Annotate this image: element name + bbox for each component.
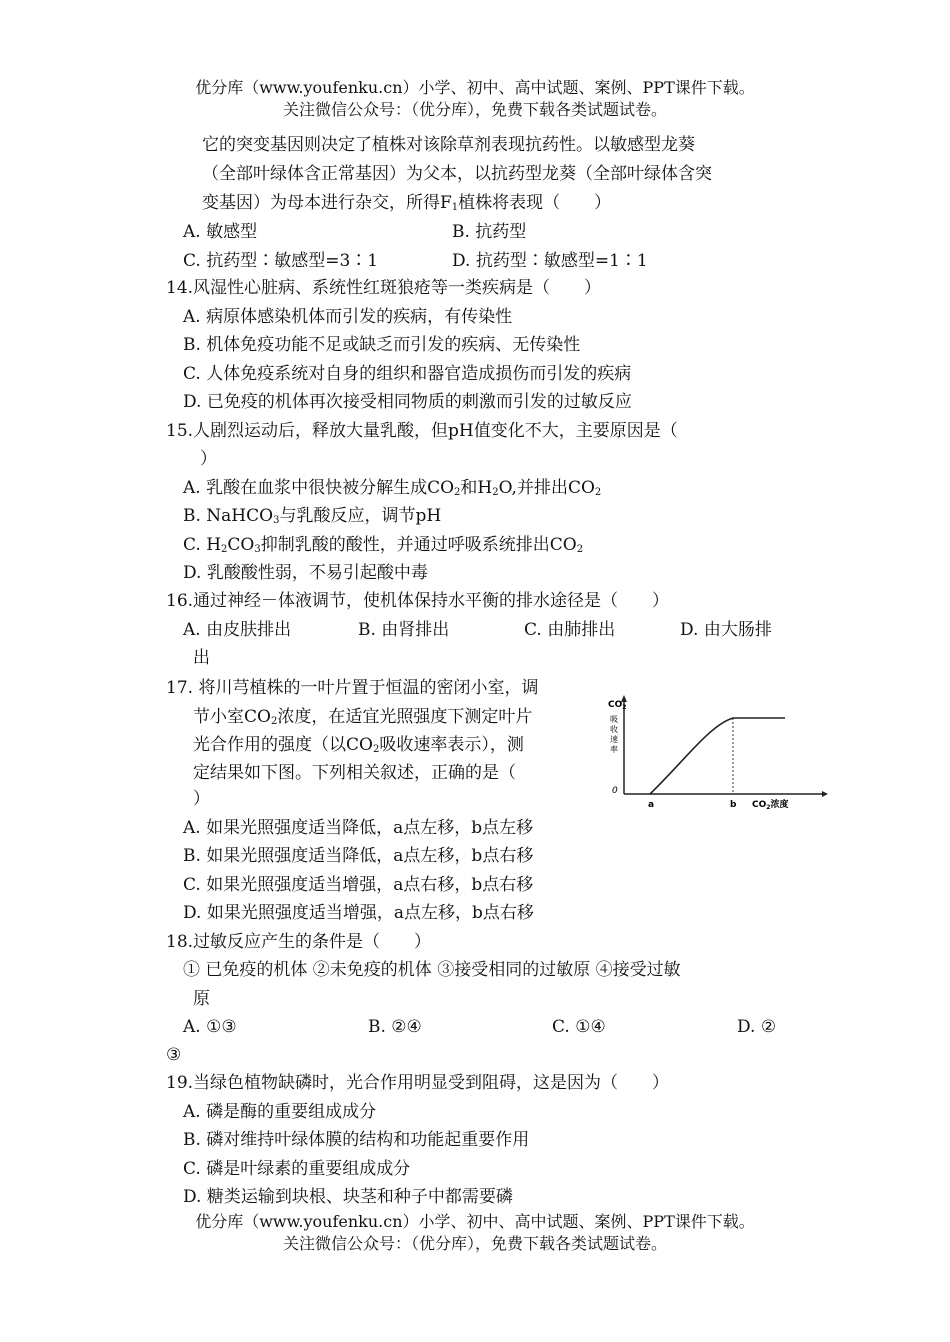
q15-option-b: B. NaHCO$_3$与乳酸反应，调节pH: [183, 506, 442, 526]
q16-option-d-wrap: 出: [193, 648, 210, 668]
q17-stem-line-1: 17. 将川芎植株的一叶片置于恒温的密闭小室，调: [166, 678, 539, 698]
q13-option-c: C. 抗药型∶敏感型=3∶1: [183, 251, 379, 271]
q13-stem-line-2: （全部叶绿体含正常基因）为父本，以抗药型龙葵（全部叶绿体含突: [202, 164, 712, 184]
q19-option-b: B. 磷对维持叶绿体膜的结构和功能起重要作用: [183, 1130, 530, 1150]
header-line-2: 关注微信公众号：（优分库），免费下载各类试题试卷。: [282, 100, 667, 119]
origin-label: 0: [612, 786, 618, 796]
q14-stem: 14.风湿性心脏病、系统性红斑狼疮等一类疾病是（ ）: [166, 278, 602, 298]
q16-option-b: B. 由肾排出: [358, 620, 450, 640]
q16-option-c: C. 由肺排出: [524, 620, 616, 640]
q17-stem-line-3: 光合作用的强度（以$CO_2$吸收速率表示），测: [193, 735, 524, 755]
q15-option-d: D. 乳酸酸性弱，不易引起酸中毒: [183, 563, 428, 583]
q17-stem-line-5: ）: [193, 789, 210, 809]
q17-option-a: A. 如果光照强度适当降低，a点左移，b点左移: [183, 818, 534, 838]
q16-option-d: D. 由大肠排: [680, 620, 772, 640]
q14-option-b: B. 机体免疫功能不足或缺乏而引发的疾病、无传染性: [183, 335, 581, 355]
q18-stem: 18.过敏反应产生的条件是（ ）: [166, 932, 432, 952]
q15-stem-line-1: 15.人剧烈运动后，释放大量乳酸，但pH值变化不大，主要原因是（: [166, 421, 678, 441]
footer-line-1: 优分库（www.youfenku.cn）小学、初中、高中试题、案例、PPT课件下载。: [195, 1212, 755, 1231]
x-axis-label: $CO_2$浓度: [752, 800, 789, 811]
q13-option-d: D. 抗药型∶敏感型=1∶1: [452, 251, 648, 271]
q18-items: ① 已免疫的机体 ②未免疫的机体 ③接受相同的过敏原 ④接受过敏: [183, 960, 681, 980]
q19-option-c: C. 磷是叶绿素的重要组成成分: [183, 1159, 411, 1179]
y-axis-label-char-2: 收: [610, 725, 618, 734]
q18-option-c: C. ①④: [552, 1017, 606, 1037]
q17-option-b: B. 如果光照强度适当降低，a点左移，b点右移: [183, 846, 534, 866]
x-axis-arrow: [822, 791, 828, 797]
point-b-label: b: [730, 800, 737, 810]
header-line-1: 优分库（www.youfenku.cn）小学、初中、高中试题、案例、PPT课件下载。: [195, 78, 755, 97]
q13-stem-line-1: 它的突变基因则决定了植株对该除草剂表现抗药性。以敏感型龙葵: [202, 135, 695, 155]
q13-option-a: A. 敏感型: [183, 222, 258, 242]
footer-line-2: 关注微信公众号：（优分库），免费下载各类试题试卷。: [282, 1234, 667, 1253]
q14-option-c: C. 人体免疫系统对自身的组织和器官造成损伤而引发的疾病: [183, 364, 632, 384]
point-a-label: a: [648, 800, 655, 810]
q16-stem: 16.通过神经－体液调节，使机体保持水平衡的排水途径是（ ）: [166, 591, 670, 611]
q18-option-b: B. ②④: [368, 1017, 422, 1037]
q13-option-b: B. 抗药型: [452, 222, 527, 242]
q18-option-d: D. ②: [737, 1017, 777, 1037]
y-axis-label-char-3: 速: [610, 735, 618, 744]
q14-option-d: D. 已免疫的机体再次接受相同物质的刺激而引发的过敏反应: [183, 392, 632, 412]
q17-stem-line-2: 节小室$CO_2$浓度，在适宜光照强度下测定叶片: [193, 707, 533, 727]
q13-stem-line-3: 变基因）为母本进行杂交，所得$F_1$植株将表现（ ）: [202, 193, 612, 213]
q18-option-d-wrap: ③: [166, 1045, 182, 1065]
q15-stem-line-2: ）: [200, 449, 217, 469]
q17-option-c: C. 如果光照强度适当增强，a点右移，b点右移: [183, 875, 534, 895]
co2-absorption-graph: [600, 690, 830, 820]
q19-stem: 19.当绿色植物缺磷时，光合作用明显受到阻碍，这是因为（ ）: [166, 1073, 670, 1093]
q14-option-a: A. 病原体感染机体而引发的疾病，有传染性: [183, 307, 513, 327]
q15-option-c: C. $H_2CO_3$抑制乳酸的酸性，并通过呼吸系统排出$CO_2$: [183, 535, 584, 555]
q19-option-a: A. 磷是酶的重要组成成分: [183, 1102, 377, 1122]
q17-option-d: D. 如果光照强度适当增强，a点左移，b点右移: [183, 903, 534, 923]
q19-option-d: D. 糖类运输到块根、块茎和种子中都需要磷: [183, 1187, 513, 1207]
q15-option-a: A. 乳酸在血浆中很快被分解生成$CO_2$和$H_2O$,并排出$CO_2$: [183, 478, 602, 498]
y-axis-label-char-4: 率: [610, 745, 618, 754]
absorption-curve: [650, 718, 785, 794]
y-axis-label-char-1: 吸: [610, 715, 618, 724]
y-axis-label-co2: $CO_2$: [608, 700, 627, 711]
q17-stem-line-4: 定结果如下图。下列相关叙述，正确的是（: [193, 763, 516, 783]
q16-option-a: A. 由皮肤排出: [183, 620, 292, 640]
q18-option-a: A. ①③: [183, 1017, 237, 1037]
q18-items-wrap: 原: [193, 989, 210, 1009]
